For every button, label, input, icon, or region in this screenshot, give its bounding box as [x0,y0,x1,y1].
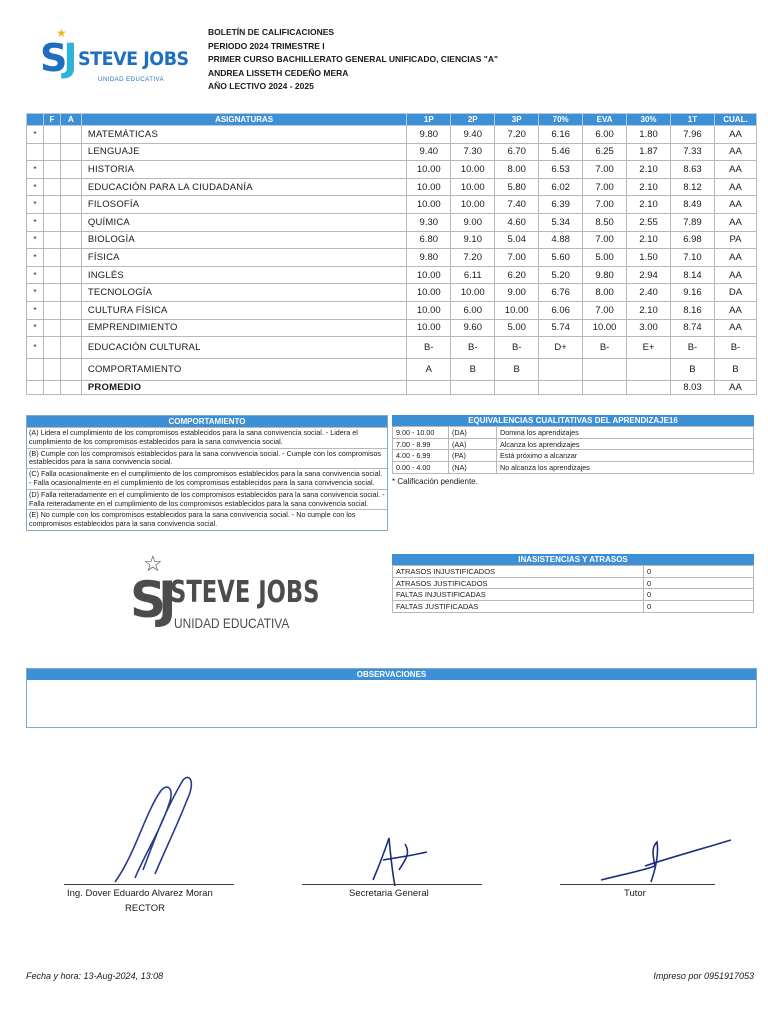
observaciones-box [26,668,757,728]
promedio-1t: 8.03 [671,381,715,395]
grade-70: 5.74 [539,319,583,337]
grade-1p: 9.80 [407,126,451,144]
cell-a [60,126,81,144]
grade-eva: 7.00 [583,161,627,179]
table-row [27,213,757,231]
grade-3p: 7.20 [495,126,539,144]
grade-30: E+ [627,337,671,359]
cell-a [60,319,81,337]
promedio-row [27,381,757,395]
grade-1t: 9.16 [671,284,715,302]
printed-by: Impreso por 0951917053 [653,971,754,981]
grade-1p: 10.00 [407,284,451,302]
grade-70: 6.39 [539,196,583,214]
logo-monogram: SJ [40,36,74,80]
cell-f [43,359,60,381]
inasistencia-label: FALTAS INJUSTIFICADAS [393,589,644,601]
subject-name: EDUCACIÓN CULTURAL [81,337,406,359]
grade-30: 2.10 [627,301,671,319]
cell-empty [407,381,451,395]
grade-eva: 7.00 [583,178,627,196]
cell-a [60,213,81,231]
comportamiento-item-d: (D) Falla reiteradamente en el cumplimiento de los compromisos establecidos para la sana convivencia social. - Falla reiteradamente en el cumplimiento de los compromisos establecidos para la sana convivencia social. [27,489,387,510]
subject-name: EDUCACIÓN PARA LA CIUDADANÍA [81,178,406,196]
inasistencia-value: 0 [644,601,754,613]
grade-eva: 5.00 [583,249,627,267]
tutor-label: Tutor [624,888,646,899]
col-asignaturas: ASIGNATURAS [81,114,406,126]
table-row [27,196,757,214]
grade-30: 1.80 [627,126,671,144]
cell-a [60,359,81,381]
print-datetime: Fecha y hora: 13-Aug-2024, 13:08 [26,971,164,981]
grade-70: 6.76 [539,284,583,302]
cell-f [43,161,60,179]
pending-mark: * [27,337,44,359]
table-row [27,319,757,337]
grade-cual: AA [714,178,756,196]
cell-blank [27,381,44,395]
equivalencia-range: 4.00 - 6.99 [393,450,449,462]
grade-3p: 7.00 [495,249,539,267]
grade-70: 5.20 [539,266,583,284]
inasistencia-row [393,566,754,578]
grade-cual: AA [714,196,756,214]
grade-2p: 10.00 [451,196,495,214]
grade-1t: 7.89 [671,213,715,231]
grade-70: 6.53 [539,161,583,179]
pending-mark: * [27,161,44,179]
grade-2p: B [451,359,495,381]
grade-3p: 4.60 [495,213,539,231]
school-stamp [122,553,322,653]
grade-30: 2.10 [627,161,671,179]
report-title: BOLETÍN DE CALIFICACIONES [208,27,335,37]
subject-name: HISTORIA [81,161,406,179]
equivalencia-desc: Está próximo a alcanzar [497,450,754,462]
pending-mark: * [27,266,44,284]
grade-30: 2.55 [627,213,671,231]
stamp-subtitle: UNIDAD EDUCATIVA [174,615,290,631]
cell-empty [539,381,583,395]
grade-1t: 8.16 [671,301,715,319]
grade-cual: B- [714,337,756,359]
subject-name: CULTURA FÍSICA [81,301,406,319]
rector-signature-line [64,884,234,885]
grade-1p: A [407,359,451,381]
pending-mark: * [27,319,44,337]
grade-1t: B- [671,337,715,359]
grade-eva: 7.00 [583,196,627,214]
grade-1t: 8.12 [671,178,715,196]
col-3p: 3P [495,114,539,126]
grade-2p: 6.11 [451,266,495,284]
cell-empty [495,381,539,395]
inasistencias-box [392,554,754,613]
subject-name: QUÍMICA [81,213,406,231]
grade-30: 1.50 [627,249,671,267]
equivalencia-desc: Alcanza los aprendizajes [497,438,754,450]
grade-2p: 6.00 [451,301,495,319]
grade-1t: 8.14 [671,266,715,284]
star-icon: ★ [56,26,67,40]
cell-f [43,337,60,359]
stamp-star-icon: ☆ [143,551,163,576]
pending-note: * Calificación pendiente. [392,476,478,486]
grade-2p: 9.60 [451,319,495,337]
comportamiento-title: COMPORTAMIENTO [27,416,387,427]
cell-a [60,143,81,161]
grade-30: 2.10 [627,231,671,249]
col-cual: CUAL. [714,114,756,126]
grade-3p: 5.04 [495,231,539,249]
col-1t: 1T [671,114,715,126]
cell-f [43,126,60,144]
grade-eva: 8.50 [583,213,627,231]
grade-eva: 6.25 [583,143,627,161]
grade-cual: DA [714,284,756,302]
grade-eva: B- [583,337,627,359]
grade-1t: 7.96 [671,126,715,144]
grade-1t: B [671,359,715,381]
cell-f [43,213,60,231]
stamp-brand: STEVE JOBS [170,575,320,610]
rector-name: Ing. Dover Eduardo Alvarez Moran [67,888,213,899]
grade-30: 2.10 [627,196,671,214]
table-row [27,126,757,144]
equivalencia-range: 9.00 - 10.00 [393,427,449,439]
grade-2p: 7.20 [451,249,495,267]
grade-1p: 10.00 [407,161,451,179]
subject-name: LENGUAJE [81,143,406,161]
table-row [27,231,757,249]
comportamiento-item-b: (B) Cumple con los compromisos establecidos para la sana convivencia social. - Cumple con los compromisos establecidos para la sana convivencia social. [27,448,387,469]
grades-header-row [27,114,757,126]
inasistencia-value: 0 [644,566,754,578]
grade-3p: B [495,359,539,381]
grade-1p: 9.30 [407,213,451,231]
cell-a [60,301,81,319]
cell-f [43,266,60,284]
cell-f [43,178,60,196]
pending-mark: * [27,284,44,302]
grade-eva: 7.00 [583,231,627,249]
grade-cual: AA [714,266,756,284]
subject-name: INGLÉS [81,266,406,284]
pending-mark: * [27,126,44,144]
grade-cual: AA [714,301,756,319]
grade-3p: 9.00 [495,284,539,302]
grade-30: 2.10 [627,178,671,196]
grade-3p: 5.00 [495,319,539,337]
grade-2p: 10.00 [451,161,495,179]
student-name: ANDREA LISSETH CEDEÑO MERA [208,67,349,78]
grade-eva: 8.00 [583,284,627,302]
table-row [27,337,757,359]
col-blank [27,114,44,126]
table-row [27,359,757,381]
grade-1p: 10.00 [407,319,451,337]
equivalencia-desc: No alcanza los aprendizajes [497,462,754,474]
cell-a [60,161,81,179]
cell-a [60,337,81,359]
col-f: F [43,114,60,126]
cell-f [43,196,60,214]
stamp-monogram: SJ [130,571,169,629]
cell-f [43,301,60,319]
col-30: 30% [627,114,671,126]
subject-name: FILOSOFÍA [81,196,406,214]
grade-2p: 7.30 [451,143,495,161]
grade-1t: 6.98 [671,231,715,249]
logo-subtitle: UNIDAD EDUCATIVA [98,77,165,83]
grade-70: 5.60 [539,249,583,267]
secretaria-signature-line [302,884,482,885]
rector-role: RECTOR [125,903,165,914]
grade-1p: 10.00 [407,266,451,284]
inasistencia-value: 0 [644,577,754,589]
cell-f [43,231,60,249]
table-row [27,249,757,267]
equivalencias-title: EQUIVALENCIAS CUALITATIVAS DEL APRENDIZAJE16 [392,415,754,426]
inasistencia-row [393,589,754,601]
grade-1t: 8.74 [671,319,715,337]
grade-70: D+ [539,337,583,359]
grade-1p: 10.00 [407,196,451,214]
inasistencia-row [393,577,754,589]
grade-3p: 6.70 [495,143,539,161]
secretaria-label: Secretaria General [349,888,429,899]
col-1p: 1P [407,114,451,126]
equivalencia-code: (NA) [449,462,497,474]
pending-mark: * [27,213,44,231]
grade-cual: AA [714,126,756,144]
col-70: 70% [539,114,583,126]
grade-70: 5.46 [539,143,583,161]
grade-eva: 9.80 [583,266,627,284]
cell-f [43,284,60,302]
grade-30 [627,359,671,381]
school-year: AÑO LECTIVO 2024 - 2025 [208,81,314,91]
grade-70: 6.02 [539,178,583,196]
cell-a [60,381,81,395]
table-row [27,266,757,284]
subject-name: EMPRENDIMIENTO [81,319,406,337]
cell-f [43,319,60,337]
equivalencias-box [392,415,754,486]
cell-f [43,381,60,395]
grade-2p: 9.10 [451,231,495,249]
cell-a [60,196,81,214]
grade-1p: 10.00 [407,178,451,196]
grade-30: 3.00 [627,319,671,337]
inasistencia-value: 0 [644,589,754,601]
grade-1t: 8.49 [671,196,715,214]
cell-a [60,249,81,267]
table-row [27,143,757,161]
comportamiento-item-c: (C) Falla ocasionalmente en el cumplimiento de los compromisos establecidos para la sana convivencia social. - Falla ocasionalmente en el cumplimiento de los compromisos establecidos para la sana convivencia social. [27,468,387,489]
grade-cual: AA [714,249,756,267]
grade-3p: 5.80 [495,178,539,196]
cell-f [43,249,60,267]
cell-a [60,266,81,284]
grade-30: 2.40 [627,284,671,302]
equivalencia-row [393,450,754,462]
pending-mark: * [27,249,44,267]
cell-empty [451,381,495,395]
grade-70 [539,359,583,381]
inasistencia-label: ATRASOS INJUSTIFICADOS [393,566,644,578]
grade-2p: 9.00 [451,213,495,231]
inasistencia-row [393,601,754,613]
table-row [27,301,757,319]
grade-1p: 6.80 [407,231,451,249]
grade-cual: AA [714,319,756,337]
equivalencia-desc: Domina los aprendizajes [497,427,754,439]
subject-name: COMPORTAMIENTO [81,359,406,381]
grade-cual: PA [714,231,756,249]
grade-cual: AA [714,161,756,179]
pending-mark [27,359,44,381]
grade-1p: 10.00 [407,301,451,319]
pending-mark: * [27,178,44,196]
comportamiento-item-e: (E) No cumple con los compromisos establecidos para la sana convivencia social. - No cumple con los compromisos establecidos para la sana convivencia social. [27,509,387,530]
equivalencia-range: 7.00 - 8.99 [393,438,449,450]
grade-cual: B [714,359,756,381]
secretaria-signature [365,830,435,890]
grade-3p: 10.00 [495,301,539,319]
grade-70: 4.88 [539,231,583,249]
grade-eva: 6.00 [583,126,627,144]
grade-cual: AA [714,213,756,231]
cell-a [60,284,81,302]
table-row [27,284,757,302]
grade-2p: 10.00 [451,178,495,196]
report-header [208,26,498,94]
grade-3p: 6.20 [495,266,539,284]
logo-brand: STEVE JOBS [78,48,189,70]
pending-mark: * [27,196,44,214]
subject-name: MATEMÁTICAS [81,126,406,144]
report-course: PRIMER CURSO BACHILLERATO GENERAL UNIFICADO, CIENCIAS "A" [208,54,498,64]
grade-eva [583,359,627,381]
equivalencia-code: (PA) [449,450,497,462]
grade-1t: 7.33 [671,143,715,161]
grade-30: 1.87 [627,143,671,161]
equivalencia-row [393,427,754,439]
grade-3p: 8.00 [495,161,539,179]
pending-mark: * [27,301,44,319]
cell-empty [627,381,671,395]
tutor-signature [595,836,735,886]
equivalencias-table [392,426,754,474]
grade-eva: 10.00 [583,319,627,337]
signatures-area [0,770,768,920]
grade-2p: B- [451,337,495,359]
equivalencia-row [393,462,754,474]
inasistencias-title: INASISTENCIAS Y ATRASOS [392,554,754,565]
grade-1t: 8.63 [671,161,715,179]
inasistencia-label: ATRASOS JUSTIFICADOS [393,577,644,589]
grade-cual: AA [714,143,756,161]
cell-a [60,178,81,196]
grade-1t: 7.10 [671,249,715,267]
subject-name: BIOLOGÍA [81,231,406,249]
grade-70: 5.34 [539,213,583,231]
grade-3p: 7.40 [495,196,539,214]
grade-30: 2.94 [627,266,671,284]
grade-2p: 10.00 [451,284,495,302]
subject-name: FÍSICA [81,249,406,267]
pending-mark: * [27,231,44,249]
school-logo [40,26,190,90]
report-period: PERIODO 2024 TRIMESTRE I [208,40,325,51]
promedio-cual: AA [714,381,756,395]
rector-signature [105,774,205,884]
col-eva: EVA [583,114,627,126]
grade-70: 6.06 [539,301,583,319]
grade-1p: 9.80 [407,249,451,267]
equivalencia-code: (DA) [449,427,497,439]
pending-mark [27,143,44,161]
comportamiento-item-a: (A) Lidera el cumplimiento de los compromisos establecidos para la sana convivencia social. - Lidera el cumplimiento de los compromisos establecidos para la sana convivencia social. [27,427,387,448]
equivalencia-row [393,438,754,450]
observaciones-title: OBSERVACIONES [27,669,756,680]
tutor-signature-line [560,884,715,885]
grade-1p: 9.40 [407,143,451,161]
grade-70: 6.16 [539,126,583,144]
grade-eva: 7.00 [583,301,627,319]
comportamiento-box [26,415,388,531]
table-row [27,161,757,179]
promedio-label: PROMEDIO [81,381,406,395]
grade-3p: B- [495,337,539,359]
cell-empty [583,381,627,395]
equivalencia-code: (AA) [449,438,497,450]
cell-f [43,143,60,161]
grades-table [26,113,757,395]
table-row [27,178,757,196]
inasistencia-label: FALTAS JUSTIFICADAS [393,601,644,613]
grade-1p: B- [407,337,451,359]
col-2p: 2P [451,114,495,126]
col-a: A [60,114,81,126]
inasistencias-table [392,565,754,613]
equivalencia-range: 0.00 - 4.00 [393,462,449,474]
grade-2p: 9.40 [451,126,495,144]
cell-a [60,231,81,249]
subject-name: TECNOLOGÍA [81,284,406,302]
